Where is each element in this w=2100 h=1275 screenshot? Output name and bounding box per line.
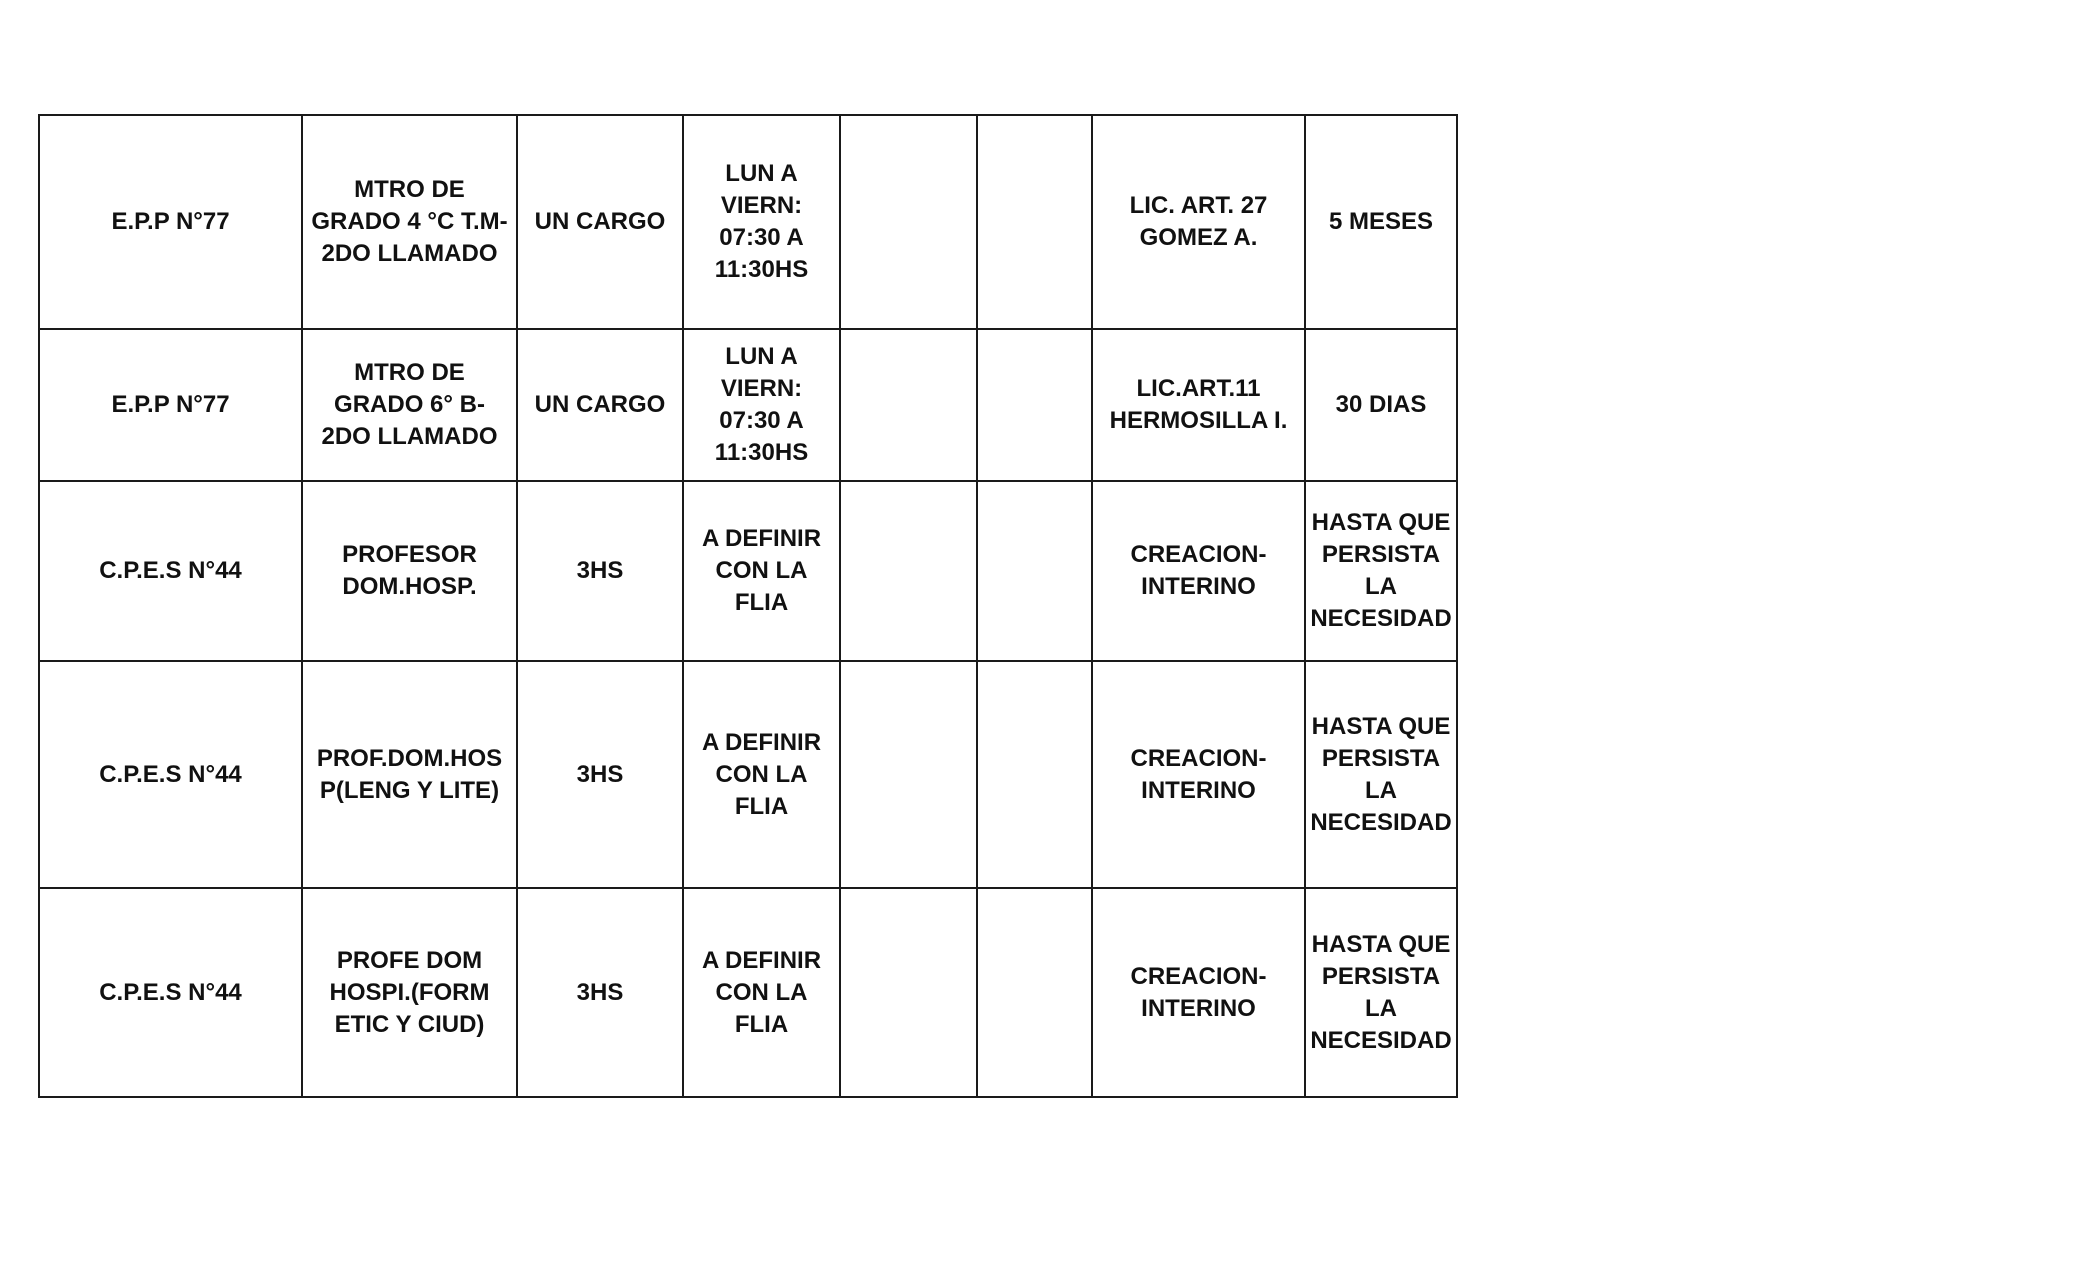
hours-cell: 3HS [517, 888, 683, 1097]
reason-cell: LIC. ART. 27 GOMEZ A. [1092, 115, 1305, 329]
empty-cell [840, 115, 977, 329]
table-row [39, 888, 1457, 1097]
school-cell: E.P.P N°77 [39, 329, 302, 481]
duration-cell: HASTA QUE PERSISTA LA NECESIDAD [1305, 888, 1457, 1097]
empty-cell [840, 481, 977, 661]
reason-cell: CREACION- INTERINO [1092, 888, 1305, 1097]
table-row [39, 115, 1457, 329]
reason-cell: CREACION- INTERINO [1092, 481, 1305, 661]
duration-cell: HASTA QUE PERSISTA LA NECESIDAD [1305, 661, 1457, 888]
empty-cell [840, 329, 977, 481]
school-cell: C.P.E.S N°44 [39, 481, 302, 661]
schedule-cell: A DEFINIR CON LA FLIA [683, 481, 840, 661]
table-row [39, 329, 1457, 481]
duration-cell: 5 MESES [1305, 115, 1457, 329]
duration-cell: HASTA QUE PERSISTA LA NECESIDAD [1305, 481, 1457, 661]
empty-cell [977, 481, 1092, 661]
position-cell: MTRO DE GRADO 6° B- 2DO LLAMADO [302, 329, 517, 481]
table-row [39, 481, 1457, 661]
hours-cell: 3HS [517, 661, 683, 888]
empty-cell [977, 115, 1092, 329]
empty-cell [977, 661, 1092, 888]
hours-cell: 3HS [517, 481, 683, 661]
schedule-cell: A DEFINIR CON LA FLIA [683, 661, 840, 888]
empty-cell [840, 888, 977, 1097]
school-cell: C.P.E.S N°44 [39, 661, 302, 888]
position-cell: PROFE DOM HOSPI.(FORM ETIC Y CIUD) [302, 888, 517, 1097]
reason-cell: CREACION- INTERINO [1092, 661, 1305, 888]
school-cell: E.P.P N°77 [39, 115, 302, 329]
position-cell: PROF.DOM.HOS P(LENG Y LITE) [302, 661, 517, 888]
schedule-cell: LUN A VIERN: 07:30 A 11:30HS [683, 329, 840, 481]
reason-cell: LIC.ART.11 HERMOSILLA I. [1092, 329, 1305, 481]
schedule-cell: LUN A VIERN: 07:30 A 11:30HS [683, 115, 840, 329]
vacancies-table [38, 114, 1458, 1098]
hours-cell: UN CARGO [517, 115, 683, 329]
schedule-cell: A DEFINIR CON LA FLIA [683, 888, 840, 1097]
position-cell: PROFESOR DOM.HOSP. [302, 481, 517, 661]
empty-cell [840, 661, 977, 888]
duration-cell: 30 DIAS [1305, 329, 1457, 481]
empty-cell [977, 888, 1092, 1097]
position-cell: MTRO DE GRADO 4 °C T.M- 2DO LLAMADO [302, 115, 517, 329]
empty-cell [977, 329, 1092, 481]
hours-cell: UN CARGO [517, 329, 683, 481]
table-row [39, 661, 1457, 888]
school-cell: C.P.E.S N°44 [39, 888, 302, 1097]
